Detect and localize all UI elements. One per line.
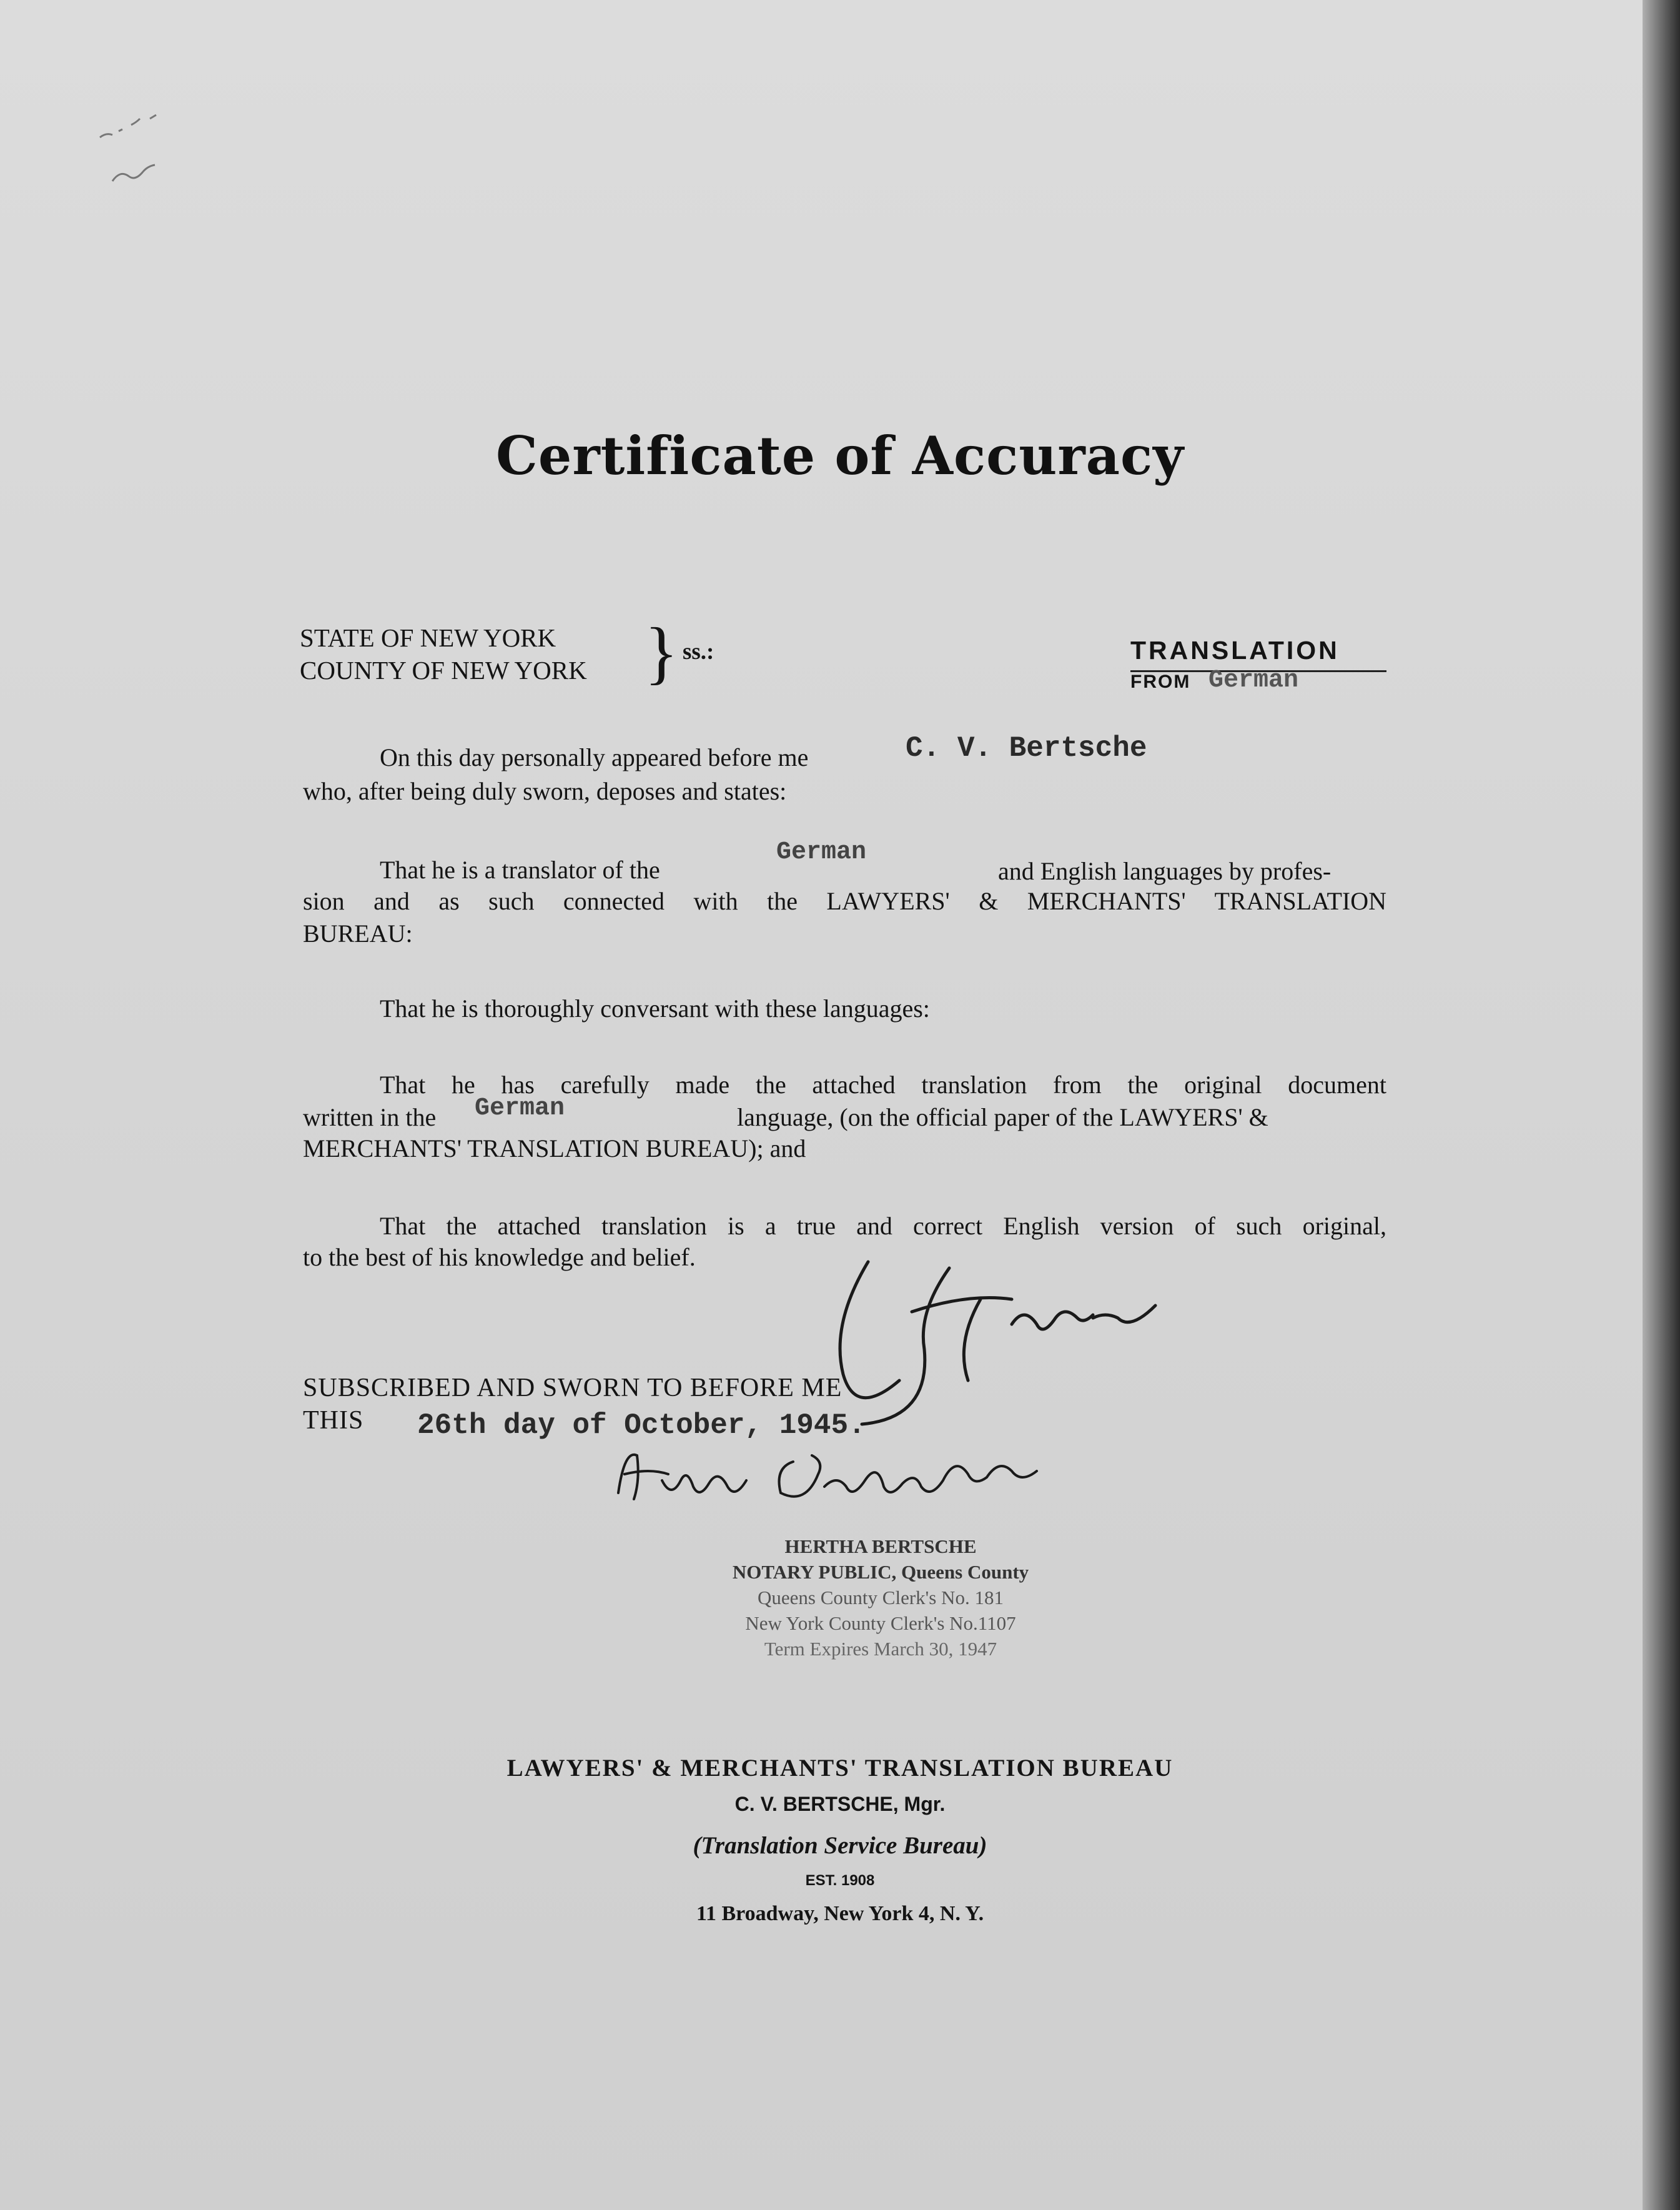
translation-heading: TRANSLATION (1130, 636, 1340, 665)
venue-brace: } (645, 614, 678, 691)
affidavit-line-4a (303, 1069, 1386, 1100)
venue-ss: ss.: (683, 639, 714, 665)
affidavit-line-1b: who, after being duly sworn, deposes and states: (303, 777, 787, 805)
affidavit-line-2a: That he is a translator of the (380, 856, 660, 884)
translation-from-language: German (1208, 666, 1299, 695)
affidavit-line-3: That he is thoroughly conversant with these languages: (380, 994, 930, 1023)
venue-state: STATE OF NEW YORK (300, 623, 556, 652)
affidavit-line-4c: MERCHANTS' TRANSLATION BUREAU); and (303, 1134, 806, 1162)
venue-block (300, 622, 587, 686)
page-title: Certificate of Accuracy (496, 425, 1184, 487)
affidavit-line-2a-end: and English languages by profes- (998, 857, 1332, 885)
jurat-this: THIS (303, 1406, 364, 1435)
translation-from-label: FROM (1130, 671, 1191, 692)
original-language: German (475, 1094, 565, 1122)
jurat-date: 26th day of October, 1945. (417, 1409, 866, 1442)
affidavit-line-5b: to the best of his knowledge and belief. (303, 1243, 696, 1271)
footer-service: (Translation Service Bureau) (693, 1832, 987, 1859)
affidavit-line-4b-start: written in the (303, 1103, 437, 1131)
notary-term: Term Expires March 30, 1947 (764, 1638, 997, 1660)
notary-queens-number: Queens County Clerk's No. 181 (758, 1587, 1004, 1608)
affidavit-line-2c: BUREAU: (303, 919, 413, 948)
affidavit-line-4a-text: That he has carefully made the attached translation from the original document (380, 1071, 1386, 1099)
notary-ny-number: New York County Clerk's No.1107 (745, 1612, 1016, 1634)
affidavit-line-2b: sion and as such connected with the LAWYERS' & MERCHANTS' TRANSLATION (303, 887, 1386, 915)
footer-address: 11 Broadway, New York 4, N. Y. (696, 1902, 984, 1925)
margin-pencil-note (94, 100, 206, 206)
translator-signature (824, 1256, 1212, 1437)
footer-established: EST. 1908 (805, 1872, 875, 1889)
notary-name: HERTHA BERTSCHE (784, 1535, 977, 1557)
affidavit-line-1a: On this day personally appeared before me (380, 743, 809, 771)
translator-name: C. V. Bertsche (906, 732, 1147, 765)
affidavit-line-5a-text: That the attached translation is a true and correct English version of such original, (380, 1212, 1386, 1240)
footer-manager: C. V. BERTSCHE, Mgr. (734, 1793, 946, 1815)
notary-signature (606, 1437, 1093, 1518)
footer-bureau: LAWYERS' & MERCHANTS' TRANSLATION BUREAU (506, 1755, 1174, 1781)
translator-language: German (776, 838, 867, 866)
affidavit-line-4b-end: language, (on the official paper of the LAWYERS' & (737, 1103, 1268, 1131)
venue-county: COUNTY OF NEW YORK (300, 656, 587, 685)
notary-title: NOTARY PUBLIC, Queens County (732, 1561, 1029, 1583)
affidavit-line-5a (303, 1211, 1386, 1241)
jurat-line-1: SUBSCRIBED AND SWORN TO BEFORE ME (303, 1374, 842, 1402)
